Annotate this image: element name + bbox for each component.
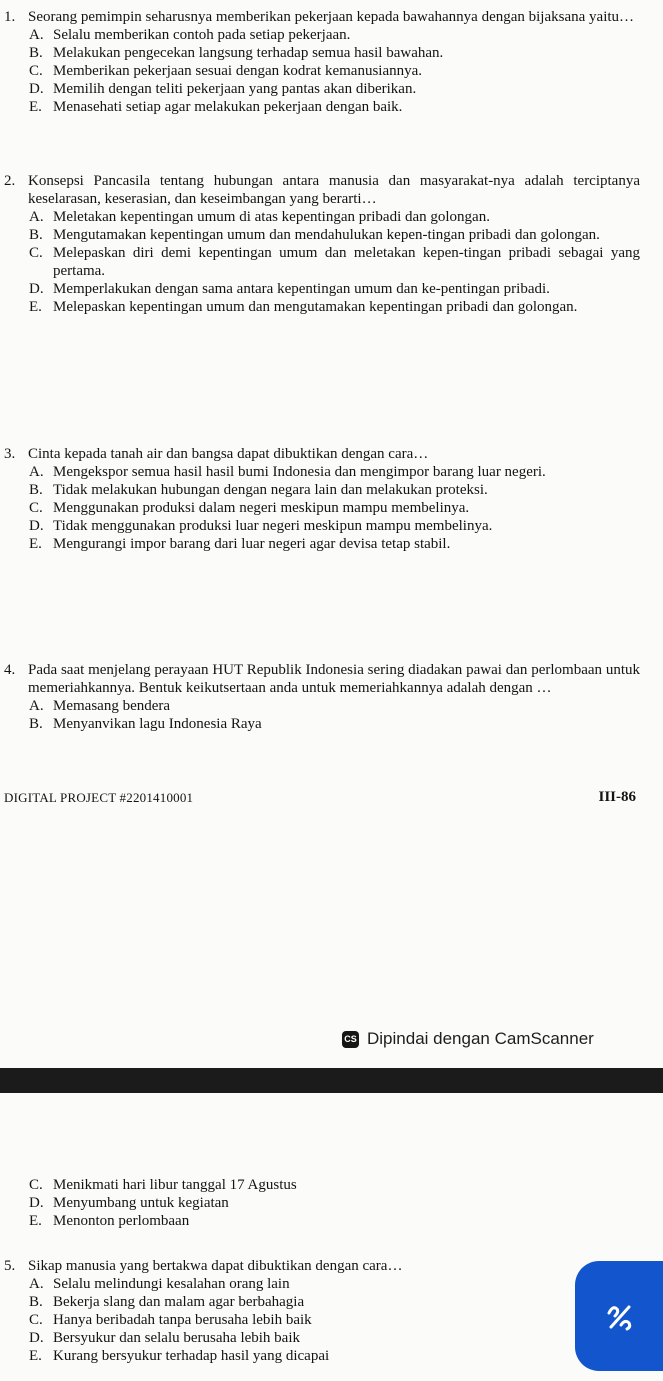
- camscanner-text: Dipindai dengan CamScanner: [367, 1029, 594, 1048]
- option-e: E. Kurang bersyukur terhadap hasil yang dicapai: [29, 1348, 330, 1364]
- option-d: D. Menyumbang untuk kegiatan: [29, 1195, 229, 1211]
- option-b: B. Mengutamakan kepentingan umum dan mendahulukan kepen-tingan pribadi dan golongan.: [29, 227, 600, 243]
- camscanner-logo-icon: CS: [342, 1031, 359, 1048]
- option-b: B. Bekerja slang dan malam agar berbahagia: [29, 1294, 305, 1310]
- option-b: B. Menyanvikan lagu Indonesia Raya: [29, 716, 262, 732]
- question-stem: Pada saat menjelang perayaan HUT Republik Indonesia sering diadakan pawai dan perlombaan untuk memeriahkannya. Bentuk keikutsertaan anda untuk memeriahkannya adalah dengan …: [28, 662, 640, 696]
- option-d: D. Memilih dengan teliti pekerjaan yang pantas akan diberikan.: [29, 81, 417, 97]
- question-number: 3.: [4, 446, 16, 462]
- option-d: D. Tidak menggunakan produksi luar negeri meskipun mampu membelinya.: [29, 518, 493, 534]
- option-e: E. Mengurangi impor barang dari luar negeri agar devisa tetap stabil.: [29, 536, 451, 552]
- option-c: C. Menikmati hari libur tanggal 17 Agustus: [29, 1177, 297, 1193]
- question-stem: Sikap manusia yang bertakwa dapat dibuktikan dengan cara…: [28, 1258, 403, 1274]
- footer-page-number: III-86: [598, 789, 636, 805]
- option-c: C. Memberikan pekerjaan sesuai dengan kodrat kemanusiannya.: [29, 63, 423, 79]
- question-stem: Cinta kepada tanah air dan bangsa dapat dibuktikan dengan cara…: [28, 446, 429, 462]
- page-separator: [0, 1068, 663, 1093]
- option-d: D. Memperlakukan dengan sama antara kepentingan umum dan ke-pentingan pribadi.: [29, 281, 550, 297]
- option-e: E. Melepaskan kepentingan umum dan mengutamakan kepentingan pribadi dan golongan.: [29, 299, 578, 315]
- question-number: 2.: [4, 173, 16, 189]
- question-number: 1.: [4, 9, 16, 25]
- question-number: 4.: [4, 662, 16, 678]
- question-number: 5.: [4, 1258, 16, 1274]
- option-b: B. Tidak melakukan hubungan dengan negara lain dan melakukan proteksi.: [29, 482, 488, 498]
- question-4-continued: [4, 1176, 640, 1230]
- camscanner-watermark: [342, 1027, 594, 1051]
- question-stem: Konsepsi Pancasila tentang hubungan antara manusia dan masyarakat-nya adalah terciptanya keselarasan, keserasian, dan keseimbangan yang berarti…: [28, 173, 640, 207]
- option-c: C. Melepaskan diri demi kepentingan umum dan meletakan kepen-tingan pribadi sebagai yang pertama.: [29, 245, 640, 279]
- option-a: A. Mengekspor semua hasil hasil bumi Indonesia dan mengimpor barang luar negeri.: [29, 464, 546, 480]
- footer-project-id: DIGITAL PROJECT #2201410001: [4, 790, 194, 805]
- option-e: E. Menonton perlombaan: [29, 1213, 190, 1229]
- question-5: [4, 1257, 640, 1365]
- pencil-sparkle-icon: [603, 1299, 637, 1333]
- option-e: E. Menasehati setiap agar melakukan pekerjaan dengan baik.: [29, 99, 403, 115]
- question-2: [4, 172, 640, 316]
- option-a: A. Selalu memberikan contoh pada setiap pekerjaan.: [29, 27, 351, 43]
- option-c: C. Menggunakan produksi dalam negeri meskipun mampu membelinya.: [29, 500, 470, 516]
- option-a: A. Meletakan kepentingan umum di atas kepentingan pribadi dan golongan.: [29, 209, 490, 225]
- question-1: [4, 8, 640, 116]
- option-d: D. Bersyukur dan selalu berusaha lebih baik: [29, 1330, 301, 1346]
- option-a: A. Memasang bendera: [29, 698, 171, 714]
- option-c: C. Hanya beribadah tanpa berusaha lebih baik: [29, 1312, 312, 1328]
- scanned-page-2: [0, 1093, 663, 1381]
- edit-fab-button[interactable]: [575, 1261, 663, 1371]
- option-b: B. Melakukan pengecekan langsung terhadap semua hasil bawahan.: [29, 45, 444, 61]
- question-3: [4, 445, 640, 553]
- question-stem: Seorang pemimpin seharusnya memberikan pekerjaan kepada bawahannya dengan bijaksana yaitu…: [28, 9, 635, 25]
- question-4: [4, 661, 640, 733]
- option-a: A. Selalu melindungi kesalahan orang lain: [29, 1276, 290, 1292]
